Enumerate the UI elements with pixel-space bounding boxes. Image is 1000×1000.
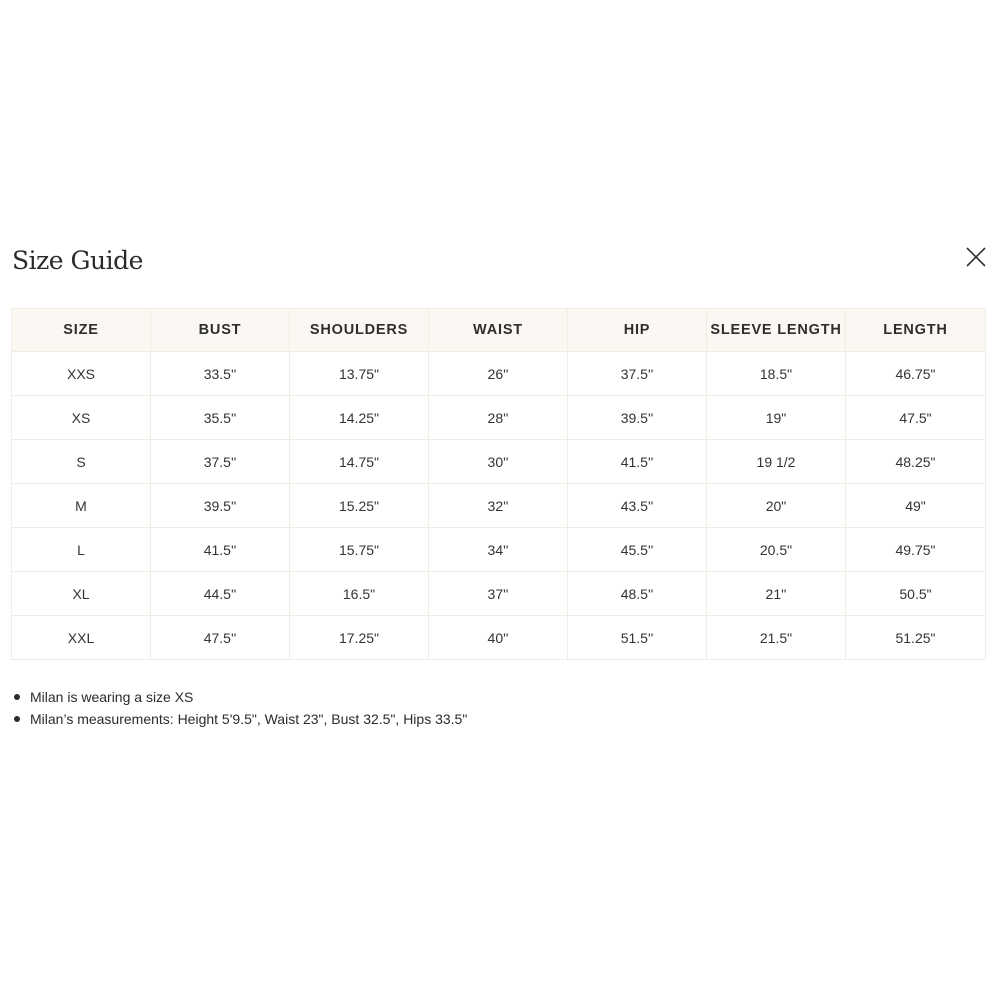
cell-bust: 47.5'' [151, 616, 290, 660]
cell-size: L [12, 528, 151, 572]
cell-length: 51.25" [846, 616, 986, 660]
model-notes [12, 686, 467, 730]
cell-hip: 51.5'' [568, 616, 707, 660]
cell-bust: 44.5'' [151, 572, 290, 616]
cell-length: 49.75" [846, 528, 986, 572]
cell-waist: 26'' [429, 352, 568, 396]
note-text: Milan is wearing a size XS [30, 689, 194, 705]
cell-length: 49" [846, 484, 986, 528]
header-waist: WAIST [429, 309, 568, 352]
cell-size: S [12, 440, 151, 484]
cell-length: 50.5" [846, 572, 986, 616]
cell-hip: 45.5'' [568, 528, 707, 572]
cell-waist: 28'' [429, 396, 568, 440]
cell-shoulders: 16.5" [290, 572, 429, 616]
modal-title: Size Guide [12, 246, 143, 275]
cell-shoulders: 17.25" [290, 616, 429, 660]
table-row [12, 352, 986, 396]
cell-waist: 32'' [429, 484, 568, 528]
cell-shoulders: 14.25" [290, 396, 429, 440]
cell-size: XXS [12, 352, 151, 396]
table-row [12, 396, 986, 440]
table-header-row [12, 309, 986, 352]
cell-hip: 48.5'' [568, 572, 707, 616]
table-row [12, 484, 986, 528]
cell-bust: 33.5'' [151, 352, 290, 396]
cell-length: 47.5" [846, 396, 986, 440]
cell-length: 48.25" [846, 440, 986, 484]
cell-shoulders: 14.75" [290, 440, 429, 484]
table-row [12, 440, 986, 484]
cell-shoulders: 15.25" [290, 484, 429, 528]
cell-bust: 41.5'' [151, 528, 290, 572]
cell-hip: 41.5'' [568, 440, 707, 484]
cell-sleeve-length: 19" [707, 396, 846, 440]
list-item [12, 708, 467, 730]
close-button[interactable] [962, 243, 990, 271]
cell-shoulders: 13.75" [290, 352, 429, 396]
header-sleeve-length: SLEEVE LENGTH [707, 309, 846, 352]
cell-bust: 39.5'' [151, 484, 290, 528]
header-hip: HIP [568, 309, 707, 352]
header-bust: BUST [151, 309, 290, 352]
cell-size: XS [12, 396, 151, 440]
note-text: Milan’s measurements: Height 5'9.5", Waist 23", Bust 32.5", Hips 33.5" [30, 711, 468, 727]
cell-length: 46.75" [846, 352, 986, 396]
cell-sleeve-length: 18.5" [707, 352, 846, 396]
cell-bust: 35.5'' [151, 396, 290, 440]
header-size: SIZE [12, 309, 151, 352]
cell-waist: 37'' [429, 572, 568, 616]
header-shoulders: SHOULDERS [290, 309, 429, 352]
close-icon [962, 243, 990, 271]
cell-hip: 37.5'' [568, 352, 707, 396]
cell-size: XXL [12, 616, 151, 660]
cell-shoulders: 15.75" [290, 528, 429, 572]
table-row [12, 528, 986, 572]
table-row [12, 572, 986, 616]
cell-bust: 37.5'' [151, 440, 290, 484]
cell-sleeve-length: 21.5" [707, 616, 846, 660]
bullet-icon [14, 694, 20, 700]
list-item [12, 686, 467, 708]
cell-size: M [12, 484, 151, 528]
cell-sleeve-length: 20.5" [707, 528, 846, 572]
cell-sleeve-length: 21'' [707, 572, 846, 616]
cell-sleeve-length: 19 1/2 [707, 440, 846, 484]
cell-waist: 40'' [429, 616, 568, 660]
cell-waist: 30'' [429, 440, 568, 484]
cell-sleeve-length: 20" [707, 484, 846, 528]
cell-hip: 39.5'' [568, 396, 707, 440]
cell-size: XL [12, 572, 151, 616]
cell-waist: 34'' [429, 528, 568, 572]
size-table [11, 308, 986, 660]
header-length: LENGTH [846, 309, 986, 352]
bullet-icon [14, 716, 20, 722]
cell-hip: 43.5'' [568, 484, 707, 528]
table-row [12, 616, 986, 660]
